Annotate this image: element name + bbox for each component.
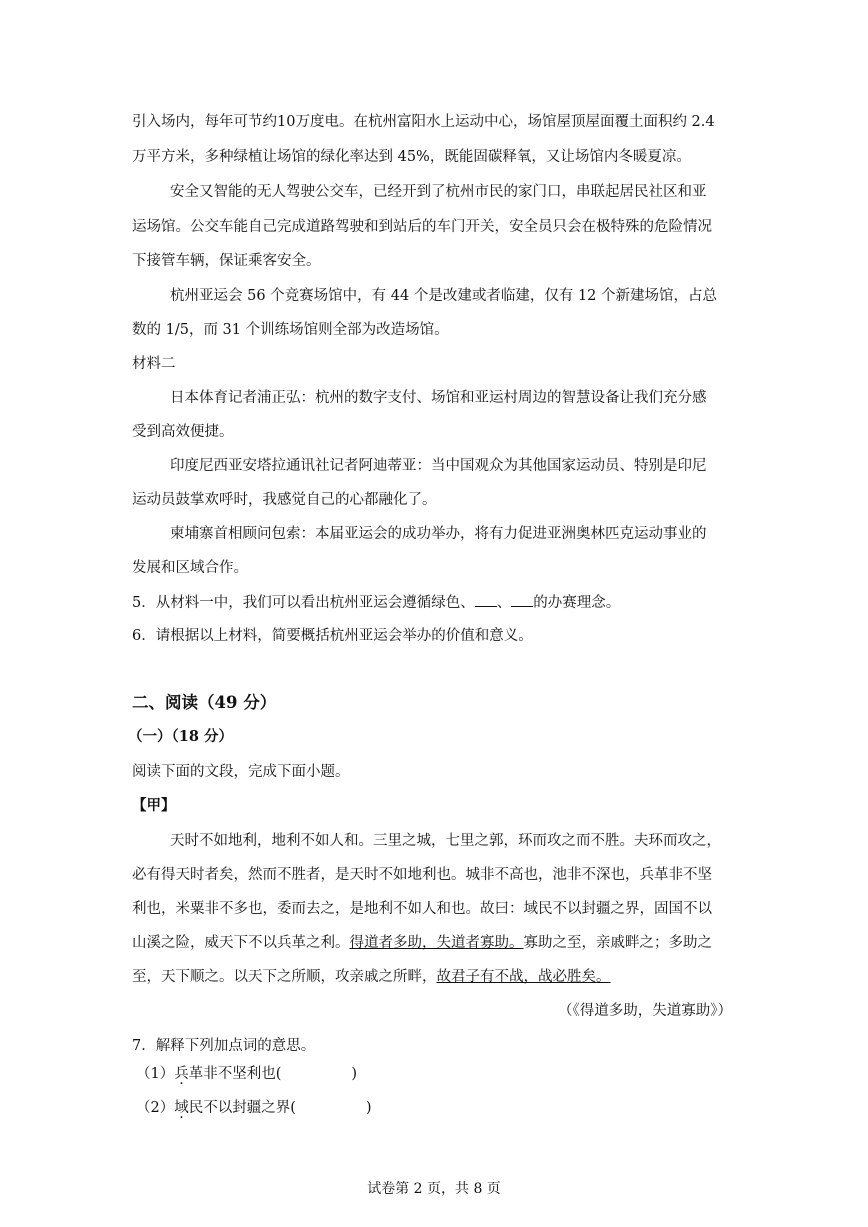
paragraph-line: 运场馆。公交车能自己完成道路驾驶和到站后的车门开关，安全员只会在极特殊的危险情况 (132, 219, 712, 235)
question-5 (132, 592, 620, 613)
classical-text: 至，天下顺之。以天下之所顺，攻亲戚之所畔， (132, 969, 437, 985)
answer-blank[interactable] (475, 592, 497, 607)
paragraph-line: 下接管车辆，保证乘客安全。 (132, 253, 321, 269)
question-5-text-a: 5．从材料一中，我们可以看出杭州亚运会遵循绿色、 (132, 595, 475, 611)
close-paren: ) (351, 1066, 358, 1082)
paragraph-line: 安全又智能的无人驾驶公交车，已经开到了杭州市民的家门口，串联起居民社区和亚 (170, 184, 707, 200)
classical-text: 寡助之至，亲戚畔之；多助之 (523, 935, 712, 951)
item-number: （2） (136, 1100, 175, 1116)
paragraph-line: 万平方米，多种绿植让场馆的绿化率达到 45%，既能固碳释氧，又让场馆内冬暖夏凉。 (132, 149, 691, 165)
page-footer: 试卷第 2 页，共 8 页 (367, 1181, 501, 1197)
question-6: 6．请根据以上材料，简要概括杭州亚运会举办的价值和意义。 (132, 628, 533, 644)
subsection-title: （一）（18 分） (128, 728, 233, 745)
classical-line: 天时不如地利，地利不如人和。三里之城，七里之郭，环而攻之而不胜。夫环而攻之， (170, 833, 721, 849)
quote-line: 印度尼西亚安塔拉通讯社记者阿迪蒂亚：当中国观众为其他国家运动员、特别是印尼 (170, 458, 707, 474)
paragraph-line: 引入场内，每年可节约10万度电。在杭州富阳水上运动中心，场馆屋顶屋面覆土面积约 2.4 (132, 114, 715, 130)
answer-blank[interactable] (511, 592, 533, 607)
classical-line (132, 933, 712, 953)
quote-line: 发展和区域合作。 (132, 560, 248, 576)
classical-text: 山溪之险，威天下不以兵革之利。 (132, 935, 350, 951)
paragraph-line: 杭州亚运会 56 个竞赛场馆中，有 44 个是改建或者临建，仅有 12 个新建场馆，占总 (170, 288, 718, 304)
item-text: 革非不坚利也( (188, 1066, 282, 1082)
section-title: 二、阅读（49 分） (132, 693, 277, 712)
question-7-item-1 (136, 1064, 357, 1084)
instruction: 阅读下面的文段，完成下面小题。 (132, 764, 350, 780)
question-7-title: 7．解释下列加点词的意思。 (132, 1038, 316, 1054)
item-number: （1） (136, 1066, 175, 1082)
quote-line: 受到高效便捷。 (132, 424, 234, 440)
classical-line: 必有得天时者矣，然而不胜者，是天时不如地利也。城非不高也，池非不深也，兵革非不坚 (132, 867, 712, 883)
item-text: 民不以封疆之界( (188, 1100, 296, 1116)
question-5-text-b: 的办赛理念。 (533, 595, 621, 611)
question-7-item-2 (136, 1098, 372, 1118)
classical-line (132, 967, 611, 987)
dotted-word: 兵 (174, 1066, 189, 1082)
underlined-sentence: 得道者多助，失道者寡助。 (349, 935, 524, 951)
passage-label: 【甲】 (132, 797, 176, 814)
underlined-sentence: 故君子有不战，战必胜矣。 (436, 969, 611, 985)
classical-line: 利也，米粟非不多也，委而去之，是地利不如人和也。故曰：域民不以封疆之界，固国不以 (132, 901, 712, 917)
question-5-sep: 、 (496, 595, 512, 611)
dotted-word: 域 (174, 1100, 189, 1116)
material-heading: 材料二 (132, 356, 176, 372)
quote-line: 运动员鼓掌欢呼时，我感觉自己的心都融化了。 (132, 492, 437, 508)
close-paren: ) (365, 1100, 372, 1116)
paragraph-line: 数的 1/5，而 31 个训练场馆则全部为改造场馆。 (132, 322, 449, 338)
passage-source: （《得道多助，失道寡助》） (558, 1003, 732, 1019)
quote-line: 柬埔寨首相顾问包索：本届亚运会的成功举办，将有力促进亚洲奥林匹克运动事业的 (170, 526, 707, 542)
quote-line: 日本体育记者浦正弘：杭州的数字支付、场馆和亚运村周边的智慧设备让我们充分感 (170, 390, 707, 406)
